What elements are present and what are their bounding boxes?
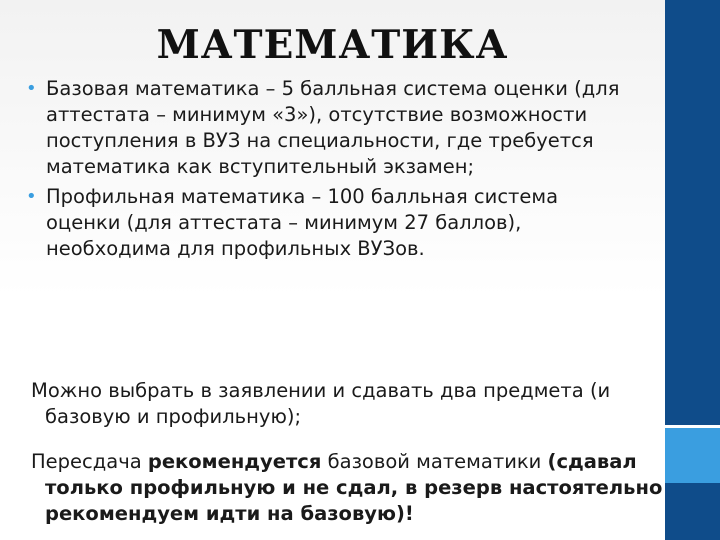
paragraph-retake: [31, 449, 665, 527]
retake-bold-note: (сдавал только профильную и не сдал, в резерв настоятельно рекомендуем идти на базовую)!: [45, 450, 663, 525]
bullet-item-profile-math: [26, 184, 636, 262]
bullet-item-basic-math: [26, 76, 636, 180]
paragraph-choose-both: Можно выбрать в заявлении и сдавать два предмета (и базовую и профильную);: [31, 379, 611, 428]
bullet-text: Базовая математика – 5 балльная система оценки (для аттестата – минимум «3»), отсутствие возможности поступления в ВУЗ на специальности, где требуется математика как вступительный экзамен;: [46, 77, 620, 178]
bullet-dot-icon: •: [26, 78, 37, 99]
retake-middle: базовой математики: [321, 450, 548, 473]
bullet-list: [26, 76, 636, 266]
sidebar-accent-block: [665, 428, 720, 483]
bullet-dot-icon: •: [26, 186, 37, 207]
retake-prefix: Пересдача: [31, 450, 148, 473]
retake-emphasis: рекомендуется: [147, 450, 322, 473]
bullet-text: Профильная математика – 100 балльная система оценки (для аттестата – минимум 27 баллов), необходима для профильных ВУЗов.: [46, 185, 559, 260]
decorative-sidebar: [665, 0, 720, 540]
slide-title: МАТЕМАТИКА: [156, 22, 509, 68]
